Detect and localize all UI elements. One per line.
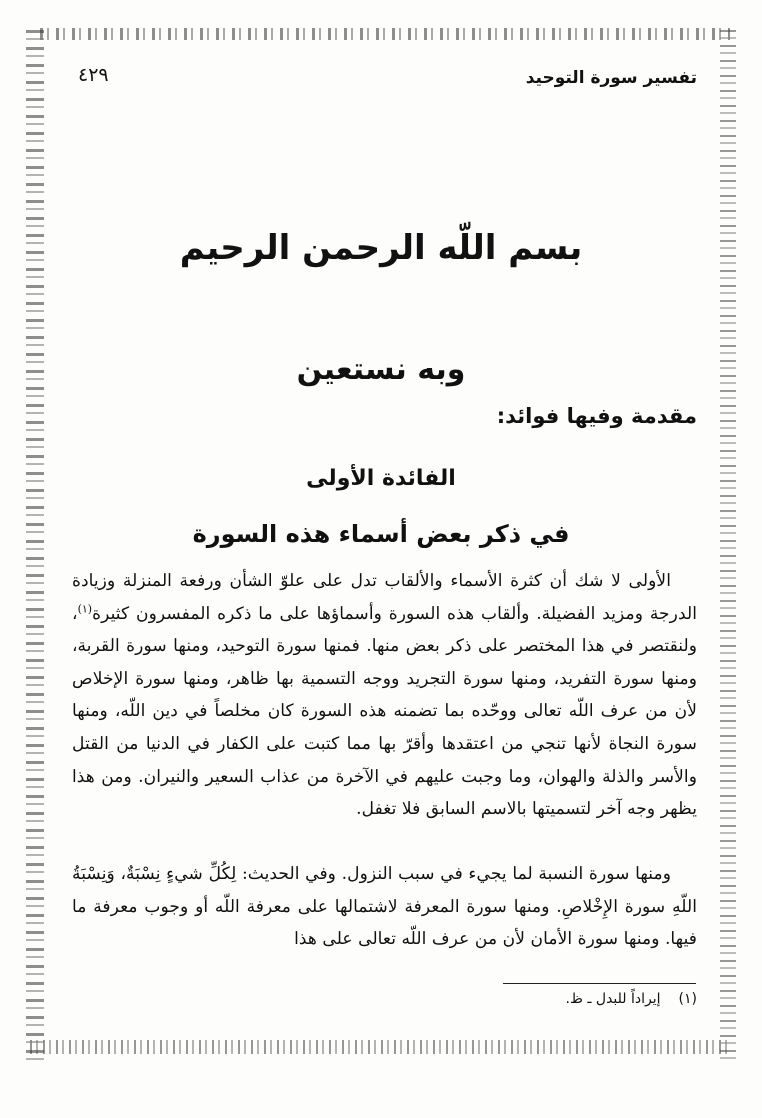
- footnote-divider: [503, 983, 696, 984]
- paragraph-1-text-end: ، ولنقتصر في هذا المختصر على ذكر بعض منها. فمنها سورة التوحيد، ومنها سورة القربة، ومنها سورة التفريد، ومنها سورة التجريد ووجه التسمية بها ظاهر، ومنها سورة الإخلاص لأن من عرف اللّه تعالى ووحّده بما تضمنه هذه السورة كان مخلصاً في دين اللّه، ومنها سورة النجاة لأنها تنجي من اعتقدها وأقرّ بها مما كتبت على الكفار في الدنيا من القتل والأسر والذلة والهوان، وما وجبت عليهم في الآخرة من عذاب السعير والنيران. ومن هذا يظهر وجه آخر لتسميتها بالاسم السابق فلا تغفل.: [72, 603, 697, 820]
- footnote-number: (١): [678, 991, 697, 1007]
- footnote-reference: (١): [77, 601, 93, 615]
- subheading: وبه نستعين: [296, 352, 466, 387]
- introduction-label: مقدمة وفيها فوائد:: [496, 404, 697, 428]
- footnote: [566, 991, 698, 1007]
- paragraph-2-text: ومنها سورة النسبة لما يجيء في سبب النزول. وفي الحديث: لِكُلِّ شيءٍ نِسْبَةٌ، وَنِسْبَةُ اللّهِ سورة الإِخْلاصِ. ومنها سورة المعرفة لاشتمالها على معرفة اللّه أو وجوب معرفة ما فيها. ومنها سورة الأمان لأن من عرف اللّه تعالى على هذا: [72, 864, 697, 950]
- section-title: في ذكر بعض أسماء هذه السورة: [192, 520, 570, 548]
- page-number: ٤٢٩: [78, 64, 109, 86]
- paragraph-1-text-start: الأولى لا شك أن كثرة الأسماء والألقاب تدل على علوّ الشأن ورفعة المنزلة وزيادة الدرجة ومزيد الفضيلة. وألقاب هذه السورة وأسماؤها على ما ذكره المفسرون كثيرة: [72, 571, 697, 624]
- running-header-title: تفسير سورة التوحيد: [525, 68, 697, 88]
- body-paragraph-2: [72, 858, 697, 956]
- basmala-heading: بسم اللّه الرحمن الرحيم: [179, 228, 583, 268]
- body-paragraph-1: [72, 565, 697, 826]
- benefit-title: الفائدة الأولى: [306, 466, 456, 491]
- scan-border-top: [40, 28, 730, 40]
- footnote-text: إيراداً للبدل ـ ظ.: [565, 991, 661, 1007]
- scan-border-bottom: [30, 1040, 730, 1054]
